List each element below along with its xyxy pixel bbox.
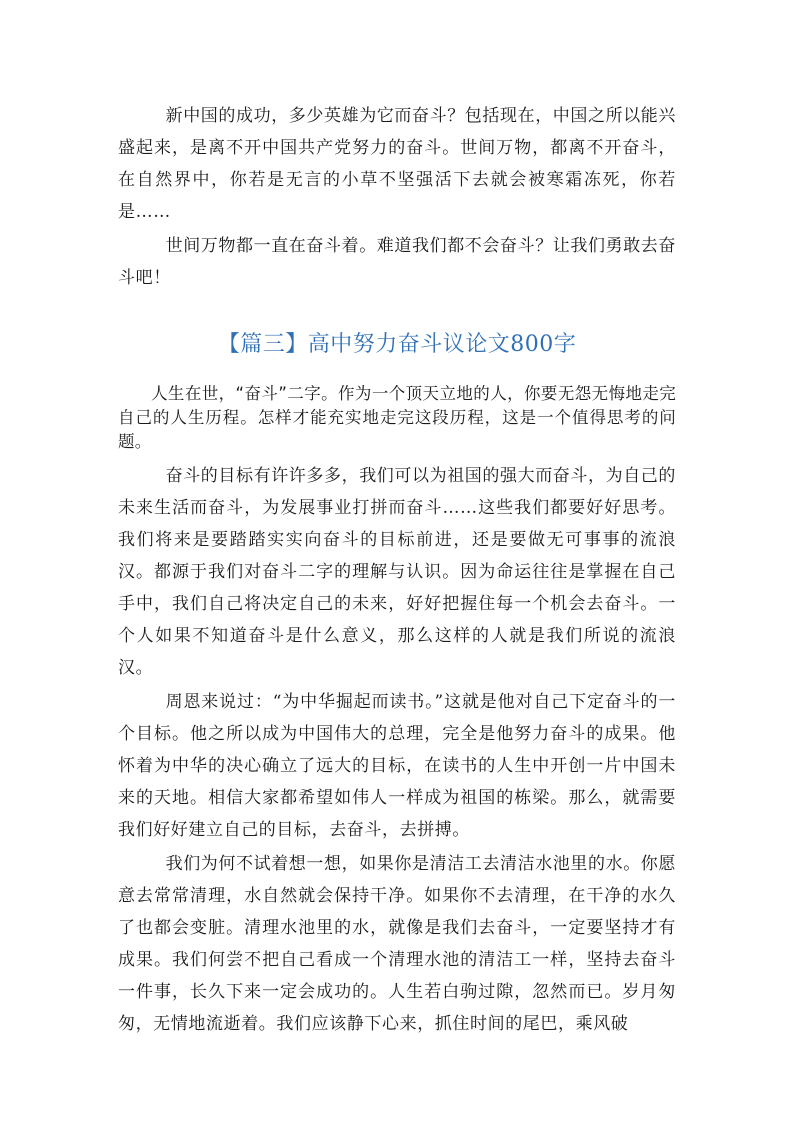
intro-paragraph: 人生在世，“奋斗”二字。作为一个顶天立地的人，你要无怨无悔地走完自己的人生历程。怎样才能充实地走完这段历程，这是一个值得思考的问题。 (118, 384, 676, 451)
body-paragraph: 新中国的成功，多少英雄为它而奋斗？包括现在，中国之所以能兴盛起来，是离不开中国共产党努力的奋斗。世间万物，都离不开奋斗，在自然界中，你若是无言的小草不坚强活下去就会被寒霜冻死，你若是…… (118, 106, 676, 222)
body-paragraph: 奋斗的目标有许许多多，我们可以为祖国的强大而奋斗，为自己的未来生活而奋斗，为发展事业打拼而奋斗……这些我们都要好好思考。我们将来是要踏踏实实向奋斗的目标前进，还是要做无可事事的流浪汉。都源于我们对奋斗二字的理解与认识。因为命运往往是掌握在自己手中，我们自己将决定自己的未来，好好把握住每一个机会去奋斗。一个人如果不知道奋斗是什么意义，那么这样的人就是我们所说的流浪汉。 (118, 466, 676, 678)
section-heading: 【篇三】高中努力奋斗议论文800字 (217, 332, 577, 357)
body-paragraph: 世间万物都一直在奋斗着。难道我们都不会奋斗？让我们勇敢去奋斗吧！ (118, 236, 676, 288)
body-paragraph: 周恩来说过：“为中华掘起而读书。”这就是他对自己下定奋斗的一个目标。他之所以成为中国伟大的总理，完全是他努力奋斗的成果。他怀着为中华的决心确立了远大的目标，在读书的人生中开创一片中国未来的天地。相信大家都希望如伟人一样成为祖国的栋梁。那么，就需要我们好好建立自己的目标，去奋斗，去拼搏。 (118, 692, 676, 840)
body-paragraph: 我们为何不试着想一想，如果你是清洁工去清洁水池里的水。你愿意去常常清理，水自然就会保持干净。如果你不去清理，在干净的水久了也都会变脏。清理水池里的水，就像是我们去奋斗，一定要坚持才有成果。我们何尝不把自己看成一个清理水池的清洁工一样，坚持去奋斗一件事，长久下来一定会成功的。人生若白驹过隙，忽然而已。岁月匆匆，无情地流逝着。我们应该静下心来，抓住时间的尾巴，乘风破 (118, 854, 676, 1034)
document-page (118, 100, 676, 1040)
